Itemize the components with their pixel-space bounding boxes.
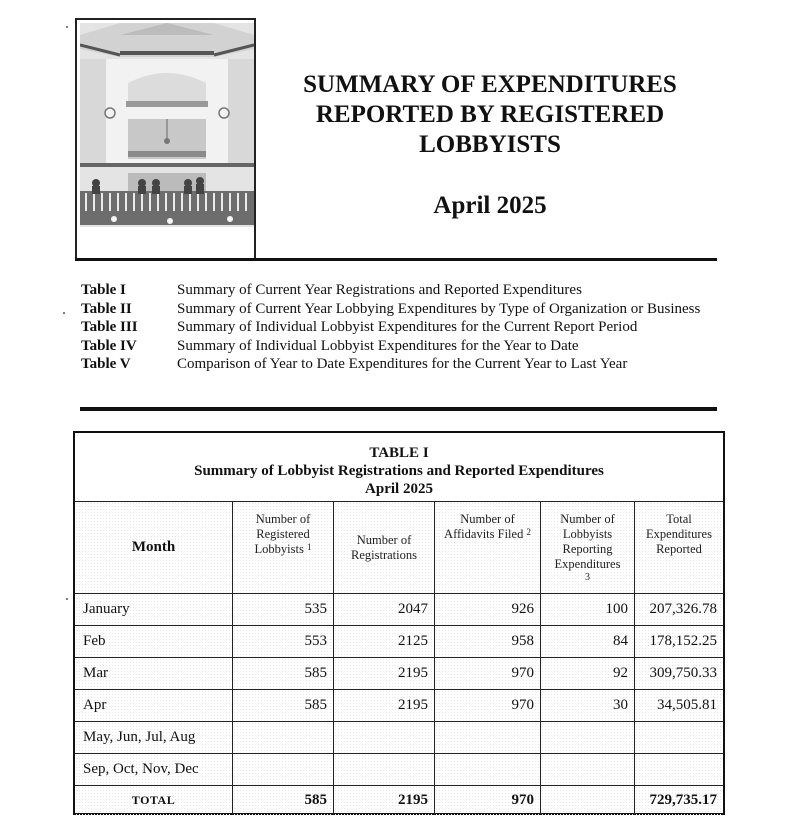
cell-registered-lobbyists: 585: [232, 690, 333, 721]
cell-total-expenditures: [634, 754, 723, 785]
table-1: [73, 431, 725, 815]
document-title: [270, 70, 710, 160]
cell-total-expenditures: 207,326.78: [634, 594, 723, 625]
cell-affidavits: 926: [434, 594, 540, 625]
column-header-label: Total Expenditures Reported: [646, 512, 712, 556]
cell-registrations: 2125: [333, 626, 434, 657]
table-1-subtitle: Summary of Lobbyist Registrations and Reported Expenditures: [194, 463, 604, 479]
total-label: TOTAL: [75, 786, 232, 815]
header-divider: [75, 258, 717, 261]
column-header-label: Number of Registered Lobbyists: [254, 512, 311, 556]
title-line-1: SUMMARY OF EXPENDITURES: [303, 71, 677, 98]
scan-speck: [66, 598, 68, 600]
toc-description: Summary of Current Year Registrations and Reported Expenditures: [177, 282, 582, 298]
cell-lobbyists-reporting: 84: [540, 626, 634, 657]
cell-affidavits: [434, 754, 540, 785]
cell-month: Sep, Oct, Nov, Dec: [75, 754, 232, 785]
toc-item: [81, 337, 721, 356]
table-row: [75, 625, 723, 657]
toc-item: [81, 318, 721, 337]
cell-month: May, Jun, Jul, Aug: [75, 722, 232, 753]
footnote-marker: 2: [526, 527, 531, 537]
table-row: [75, 593, 723, 625]
cell-registrations: 2195: [333, 690, 434, 721]
column-header-registrations: [333, 502, 434, 593]
toc-key: Table II: [81, 300, 132, 317]
footnote-marker: 1: [306, 542, 312, 552]
cell-total-expenditures: 178,152.25: [634, 626, 723, 657]
cell-month: January: [75, 594, 232, 625]
toc-description: Summary of Individual Lobbyist Expenditures for the Year to Date: [177, 337, 579, 354]
column-header-registered-lobbyists: [232, 502, 333, 593]
total-lobbyists-reporting: [540, 786, 634, 815]
table-row: [75, 657, 723, 689]
total-expenditures: 729,735.17: [634, 786, 723, 815]
cell-lobbyists-reporting: 92: [540, 658, 634, 689]
column-header-affidavits: [434, 502, 540, 593]
capitol-rotunda-photo: [80, 23, 254, 227]
cell-lobbyists-reporting: [540, 722, 634, 753]
cell-registrations: [333, 754, 434, 785]
total-registered-lobbyists: 585: [232, 786, 333, 815]
cell-registered-lobbyists: [232, 722, 333, 753]
cell-registrations: [333, 722, 434, 753]
toc-description: Comparison of Year to Date Expenditures for the Current Year to Last Year: [177, 356, 628, 372]
column-header-label: Number of Affidavits Filed: [444, 512, 524, 541]
toc-item: [81, 300, 721, 319]
cell-total-expenditures: 309,750.33: [634, 658, 723, 689]
footnote-marker: 3: [585, 572, 590, 583]
cell-affidavits: 958: [434, 626, 540, 657]
title-line-2: REPORTED BY REGISTERED: [315, 101, 665, 128]
toc-divider: [80, 407, 717, 411]
column-header-lobbyists-reporting: [540, 502, 634, 593]
cell-lobbyists-reporting: 30: [540, 690, 634, 721]
total-registrations: 2195: [333, 786, 434, 815]
table-row: [75, 721, 723, 753]
cell-registrations: 2047: [333, 594, 434, 625]
cell-month: Apr: [75, 690, 232, 721]
photo-frame: [75, 18, 256, 260]
table-1-title: TABLE I: [369, 445, 429, 461]
cell-registered-lobbyists: 553: [232, 626, 333, 657]
table-of-contents: [81, 281, 721, 374]
toc-key: Table V: [81, 356, 131, 372]
cell-affidavits: 970: [434, 658, 540, 689]
column-header-row: [75, 501, 723, 593]
cell-affidavits: 970: [434, 690, 540, 721]
toc-description: Summary of Current Year Lobbying Expenditures by Type of Organization or Business: [177, 300, 701, 317]
cell-registrations: 2195: [333, 658, 434, 689]
table-1-heading: [75, 433, 723, 501]
table-row: [75, 753, 723, 785]
cell-registered-lobbyists: [232, 754, 333, 785]
scan-speck: [63, 312, 65, 314]
total-row: [75, 785, 723, 815]
title-line-3: LOBBYISTS: [419, 131, 561, 158]
scan-speck: [66, 26, 68, 28]
cell-month: Mar: [75, 658, 232, 689]
cell-registered-lobbyists: 535: [232, 594, 333, 625]
column-header-month: Month: [75, 502, 232, 593]
toc-item: [81, 355, 721, 374]
table-row: [75, 689, 723, 721]
column-header-label: Number of Registrations: [351, 532, 417, 562]
table-1-period: April 2025: [365, 481, 433, 497]
toc-key: Table IV: [81, 337, 137, 354]
toc-key: Table I: [81, 282, 126, 298]
cell-month: Feb: [75, 626, 232, 657]
toc-key: Table III: [81, 319, 138, 335]
cell-lobbyists-reporting: [540, 754, 634, 785]
column-header-label: Number of Lobbyists Reporting Expenditures: [554, 512, 621, 571]
table-1-grid: [75, 501, 723, 815]
column-header-total-expenditures: [634, 502, 723, 593]
cell-lobbyists-reporting: 100: [540, 594, 634, 625]
toc-item: [81, 281, 721, 300]
rotunda-illustration-icon: [80, 23, 254, 227]
cell-registered-lobbyists: 585: [232, 658, 333, 689]
total-affidavits: 970: [434, 786, 540, 815]
cell-total-expenditures: 34,505.81: [634, 690, 723, 721]
cell-total-expenditures: [634, 722, 723, 753]
cell-affidavits: [434, 722, 540, 753]
report-date: April 2025: [433, 192, 547, 219]
toc-description: Summary of Individual Lobbyist Expenditures for the Current Report Period: [177, 319, 638, 335]
